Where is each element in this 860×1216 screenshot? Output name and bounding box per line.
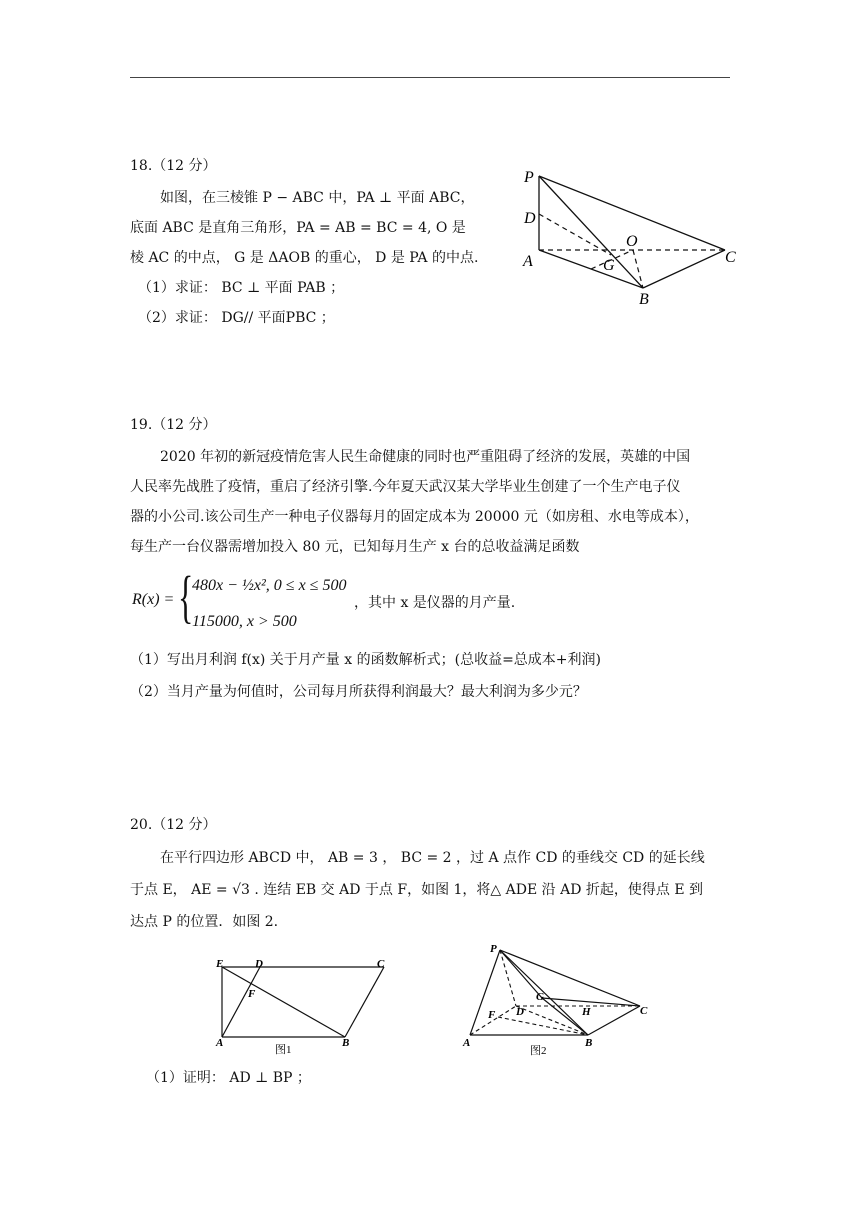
header-rule	[130, 77, 730, 78]
q20-figure-1	[212, 955, 392, 1060]
fig1-label-b: B	[342, 1037, 350, 1049]
q19-part-2: （2）当月产量为何值时，公司每月所获得利润最大？最大利润为多少元？	[130, 684, 587, 700]
fig18-label-b: B	[639, 291, 649, 308]
q19-piecewise-brace: {	[178, 564, 194, 629]
fig2-label-a: A	[463, 1037, 471, 1049]
q20-part-1: （1）证明： AD ⊥ BP ；	[146, 1070, 311, 1086]
fig2-caption: 图2	[530, 1045, 547, 1057]
fig18-label-p: P	[524, 169, 534, 186]
fig2-label-d: D	[516, 1006, 524, 1018]
fig1-label-f: F	[248, 988, 256, 1000]
fig18-label-a: A	[523, 253, 533, 270]
q18-part-2: （2）求证： DG// 平面PBC ；	[138, 310, 335, 326]
fig18-label-o: O	[626, 233, 638, 250]
q19-line-4: 每生产一台仪器需增加投入 80 元，已知每月生产 x 台的总收益满足函数	[130, 539, 580, 555]
fig2-label-f: F	[488, 1009, 496, 1021]
q20-number: 20.（12 分）	[130, 817, 217, 833]
q19-line-1: 2020 年初的新冠疫情危害人民生命健康的同时也严重阻碍了经济的发展，英雄的中国	[160, 449, 691, 465]
q19-function-name: R(x) =	[132, 591, 175, 608]
q19-part-1: （1）写出月利润 f(x) 关于月产量 x 的函数解析式；(总收益=总成本+利润)	[130, 652, 601, 668]
q18-line-1: 如图，在三棱锥 P − ABC 中，PA ⊥ 平面 ABC，	[160, 190, 475, 206]
fig1-label-d: D	[255, 958, 263, 970]
fig1-label-c: C	[377, 958, 385, 970]
q20-figure-2	[460, 940, 660, 1060]
fig1-label-a: A	[216, 1037, 224, 1049]
q19-number: 19.（12 分）	[130, 417, 217, 433]
q20-line-3: 达点 P 的位置．如图 2.	[130, 914, 279, 930]
q19-case-2: 115000, x > 500	[192, 613, 297, 630]
q20-line-2: 于点 E， AE = √3 . 连结 EB 交 AD 于点 F，如图 1，将△ ADE 沿 AD 折起，使得点 E 到	[130, 882, 704, 898]
fig2-label-b: B	[585, 1037, 593, 1049]
q18-number: 18.（12 分）	[130, 158, 217, 174]
fig18-label-g: G	[603, 257, 615, 274]
fig2-label-g: G	[536, 991, 544, 1003]
q18-line-3: 棱 AC 的中点， G 是 ΔAOB 的重心， D 是 PA 的中点.	[130, 250, 479, 266]
fig18-label-c: C	[725, 249, 736, 266]
fig1-caption: 图1	[275, 1044, 292, 1056]
q18-part-1: （1）求证： BC ⊥ 平面 PAB ；	[138, 280, 345, 296]
fig2-label-h: H	[582, 1006, 591, 1018]
q20-line-1: 在平行四边形 ABCD 中， AB = 3 ， BC = 2 ，过 A 点作 CD 的垂线交 CD 的延长线	[160, 850, 705, 866]
q19-line-2: 人民率先战胜了疫情，重启了经济引擎.今年夏天武汉某大学毕业生创建了一个生产电子仪	[130, 479, 681, 495]
q19-case-1: 480x − ½x², 0 ≤ x ≤ 500	[192, 577, 347, 594]
q19-tail: ，其中 x 是仪器的月产量.	[354, 595, 516, 611]
q18-figure	[515, 160, 745, 310]
fig1-label-e: E	[216, 958, 224, 970]
fig18-label-d: D	[524, 210, 536, 227]
q19-line-3: 器的小公司.该公司生产一种电子仪器每月的固定成本为 20000 元（如房租、水电等成本），	[130, 509, 699, 525]
q18-line-2: 底面 ABC 是直角三角形，PA = AB = BC = 4, O 是	[130, 220, 466, 236]
fig2-label-c: C	[640, 1005, 648, 1017]
fig2-label-p: P	[490, 943, 497, 955]
